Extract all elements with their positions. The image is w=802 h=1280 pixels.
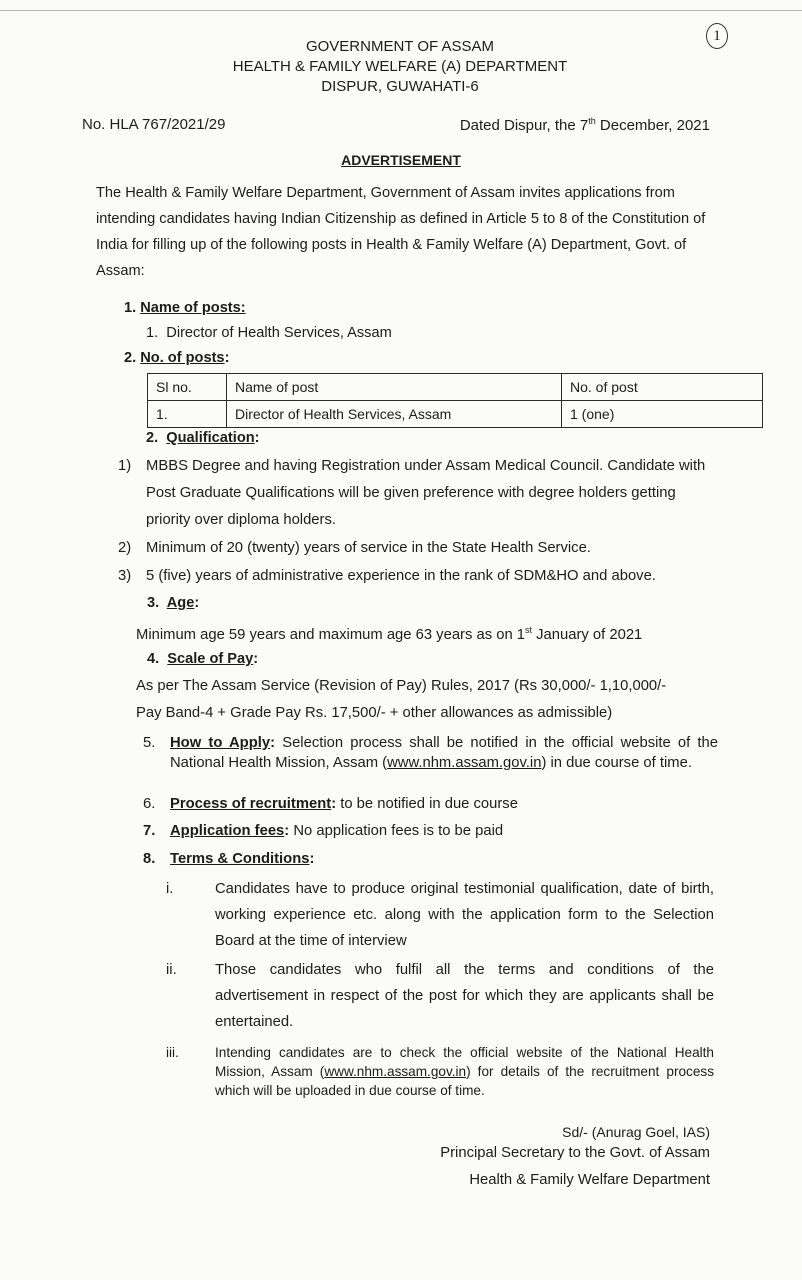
item-text: Candidates have to produce original testimonial qualification, date of birth, working experience etc. along with the application form to the Selection Board at the time of interview <box>215 881 714 949</box>
table-cell: 1 (one) <box>562 401 763 428</box>
age-text <box>136 617 642 649</box>
intro-paragraph: The Health & Family Welfare Department, Government of Assam invites applications from intending candidates having Indian Citizenship as defined in Article 5 to 8 of the Constitution of India for filling up of the following posts in Health & Family Welfare (A) Department, Govt. of Assam: <box>96 185 706 279</box>
item-text <box>215 1043 714 1100</box>
date-suffix: December, 2021 <box>595 117 710 134</box>
section-colon: : <box>194 595 200 611</box>
item-text: 5 (five) years of administrative experience in the rank of SDM&HO and above. <box>146 568 656 584</box>
section-no-of-posts <box>124 350 229 366</box>
section-colon: : <box>253 651 259 667</box>
section-number: 2. <box>146 430 159 446</box>
item-text: Minimum of 20 (twenty) years of service in the State Health Service. <box>146 540 591 556</box>
item-number: 1) <box>118 458 132 474</box>
section-title: No. of posts <box>140 350 225 366</box>
section-title: Terms & Conditions <box>170 851 310 867</box>
section-number: 2. <box>124 350 137 366</box>
item-number: i. <box>166 881 174 897</box>
header-line-government: GOVERNMENT OF ASSAM <box>305 38 495 55</box>
section-number: 1. <box>124 300 137 316</box>
date-prefix: Dated Dispur, the 7 <box>459 117 589 134</box>
term-text-a: Intending candidates are to check the official website of the National Health Mission, Assam ( <box>215 1045 714 1079</box>
nhm-website-link[interactable]: www.nhm.assam.gov.in <box>387 755 542 771</box>
section-title: Process of recruitment <box>170 796 332 812</box>
item-text: Director of Health Services, Assam <box>166 325 392 341</box>
issue-date <box>460 116 710 134</box>
pay-text-line-1: As per The Assam Service (Revision of Pay) Rules, 2017 (Rs 30,000/- 1,10,000/- <box>136 678 667 694</box>
section-colon: : <box>270 735 276 751</box>
post-name-item <box>146 325 392 341</box>
scan-edge-line <box>0 10 802 11</box>
section-title: Age <box>166 595 195 611</box>
section-colon: : <box>309 851 315 867</box>
apply-text-a: Selection process shall be notified in the official website of the National Health Mission, Assam ( <box>170 735 718 771</box>
item-number: 3) <box>118 568 132 584</box>
section-number: 8. <box>143 851 156 867</box>
signature-department: Health & Family Welfare Department <box>469 1172 710 1188</box>
table-row <box>148 401 763 428</box>
section-name-of-posts <box>124 300 246 316</box>
term-text-b: ) for details of the recruitment process which will be uploaded in due course of time. <box>215 1064 714 1098</box>
table-header-cell: No. of post <box>562 374 763 401</box>
nhm-website-link[interactable]: www.nhm.assam.gov.in <box>324 1064 467 1079</box>
item-number: ii. <box>166 962 177 978</box>
document-header <box>150 37 650 97</box>
section-title: Qualification <box>166 430 255 446</box>
section-colon: : <box>284 823 290 839</box>
item-text: Those candidates who fulfil all the terms and conditions of the advertisement in respect of the post for which they are applicants shall be entertained. <box>215 962 714 1030</box>
section-number: 5. <box>143 735 156 751</box>
process-detail: to be notified in due course <box>336 796 518 812</box>
table-header-cell: Sl no. <box>148 374 227 401</box>
fees-text <box>170 821 718 841</box>
section-number: 4. <box>147 651 160 667</box>
section-number: 6. <box>143 796 156 812</box>
section-title: Application fees <box>170 823 285 839</box>
section-title: Name of posts: <box>140 300 246 316</box>
date-superscript: th <box>588 116 596 126</box>
section-colon: : <box>331 796 337 812</box>
apply-text-b: ) in due course of time. <box>541 755 692 771</box>
header-line-department: HEALTH & FAMILY WELFARE (A) DEPARTMENT <box>232 58 568 75</box>
table-cell: Director of Health Services, Assam <box>227 401 562 428</box>
advertisement-title: ADVERTISEMENT <box>341 152 461 168</box>
item-number: 1. <box>146 325 159 341</box>
process-text <box>170 794 718 814</box>
section-colon: : <box>254 430 260 446</box>
signature-designation: Principal Secretary to the Govt. of Assam <box>440 1145 710 1161</box>
item-text: MBBS Degree and having Registration under Assam Medical Council. Candidate with Post Graduate Qualifications will be given preference with degree holders getting priority over diploma holders. <box>146 458 706 528</box>
section-title: Scale of Pay <box>167 651 254 667</box>
section-number: 3. <box>147 595 160 611</box>
table-header-cell: Name of post <box>227 374 562 401</box>
section-number: 7. <box>143 823 156 839</box>
age-superscript: st <box>525 625 533 635</box>
section-qualification <box>146 430 260 446</box>
page-number-mark: 1 <box>706 23 728 49</box>
pay-text-line-2: Pay Band-4 + Grade Pay Rs. 17,500/- + other allowances as admissible) <box>136 705 613 721</box>
section-age <box>147 595 199 611</box>
signature-name: Sd/- (Anurag Goel, IAS) <box>562 1124 710 1140</box>
section-title: How to Apply <box>170 735 271 751</box>
reference-number: No. HLA 767/2021/29 <box>82 116 226 133</box>
table-cell: 1. <box>148 401 227 428</box>
posts-table <box>147 373 763 428</box>
section-scale-of-pay <box>147 651 258 667</box>
age-text-prefix: Minimum age 59 years and maximum age 63 years as on 1 <box>136 626 526 643</box>
reference-line <box>82 116 710 138</box>
item-number: 2) <box>118 540 132 556</box>
section-colon: : <box>224 350 230 366</box>
item-number: iii. <box>166 1045 179 1060</box>
apply-text <box>170 733 718 773</box>
table-header-row <box>148 374 763 401</box>
header-line-address: DISPUR, GUWAHATI-6 <box>321 78 479 95</box>
terms-heading <box>170 849 718 869</box>
age-text-suffix: January of 2021 <box>532 626 643 643</box>
fees-detail: No application fees is to be paid <box>289 823 504 839</box>
